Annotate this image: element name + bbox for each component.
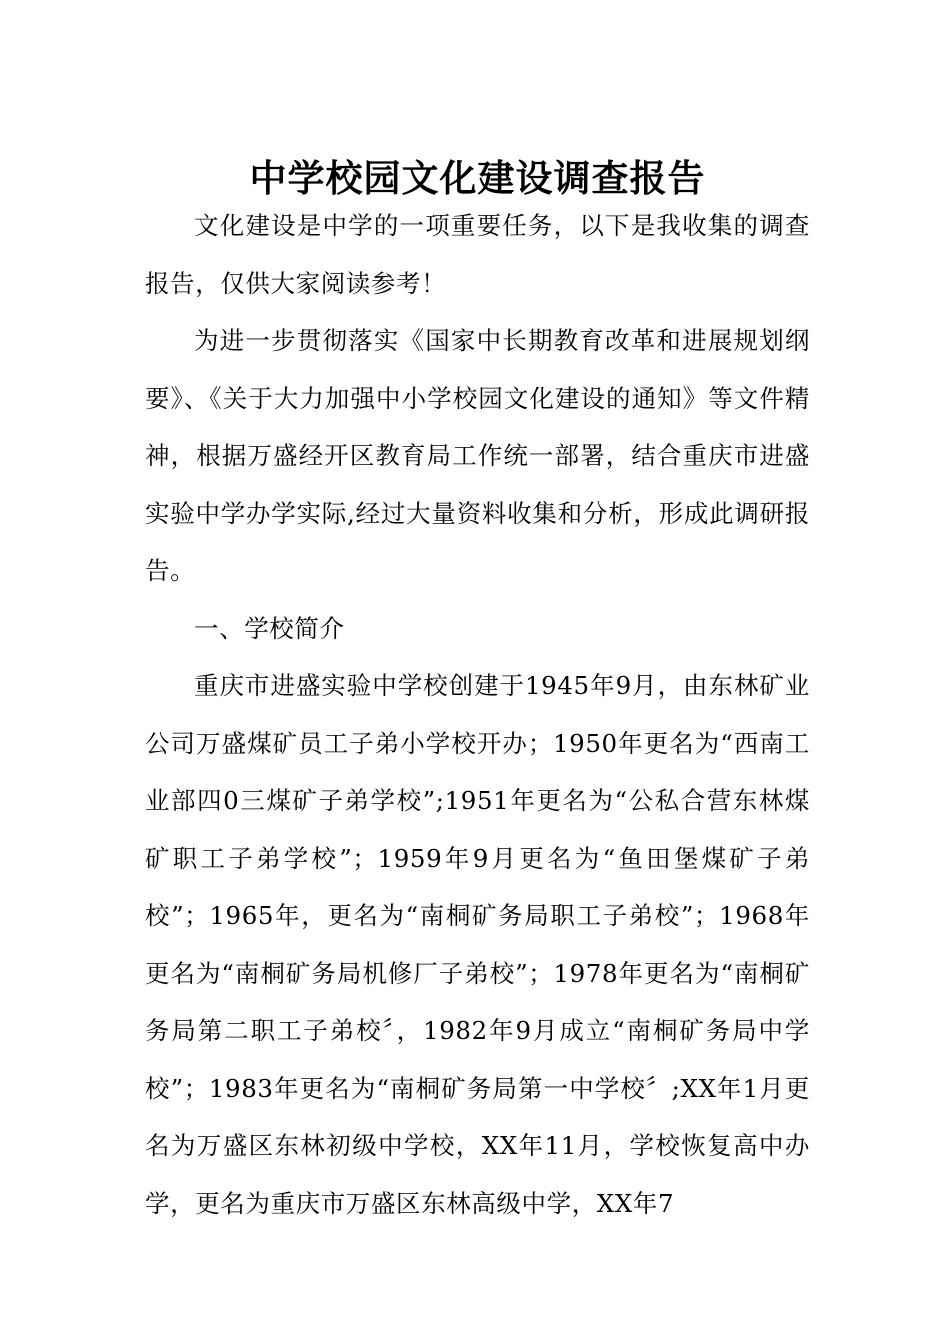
- document-title: 中学校园文化建设调查报告: [249, 155, 706, 200]
- document-body: [145, 197, 810, 1232]
- paragraph-purpose: 为进一步贯彻落实《国家中长期教育改革和进展规划纲要》、《关于大力加强中小学校园文化建设的通知》等文件精神，根据万盛经开区教育局工作统一部署，结合重庆市进盛实验中学办学实际,经过大量资料收集和分析，形成此调研报告。: [145, 326, 810, 585]
- section-heading-school-intro: 一、学校简介: [194, 613, 345, 643]
- paragraph-school-history: 重庆市进盛实验中学校创建于1945年9月，由东林矿业公司万盛煤矿员工子弟小学校开办；1950年更名为“西南工业部四0三煤矿子弟学校”;1951年更名为“公私合营东林煤矿职工子弟学校”；1959年9月更名为“鱼田堡煤矿子弟校”；1965年，更名为“南桐矿务局职工子弟校”；1968年更名为“南桐矿务局机修厂子弟校”；1978年更名为“南桐矿务局第二职工子弟校〞，1982年9月成立“南桐矿务局中学校”；1983年更名为“南桐矿务局第一中学校〞;XX年1月更名为万盛区东林初级中学校，XX年11月，学校恢复高中办学，更名为重庆市万盛区东林高级中学，XX年7: [145, 671, 810, 1218]
- paragraph-intro: 文化建设是中学的一项重要任务，以下是我收集的调查报告，仅供大家阅读参考！: [145, 211, 810, 298]
